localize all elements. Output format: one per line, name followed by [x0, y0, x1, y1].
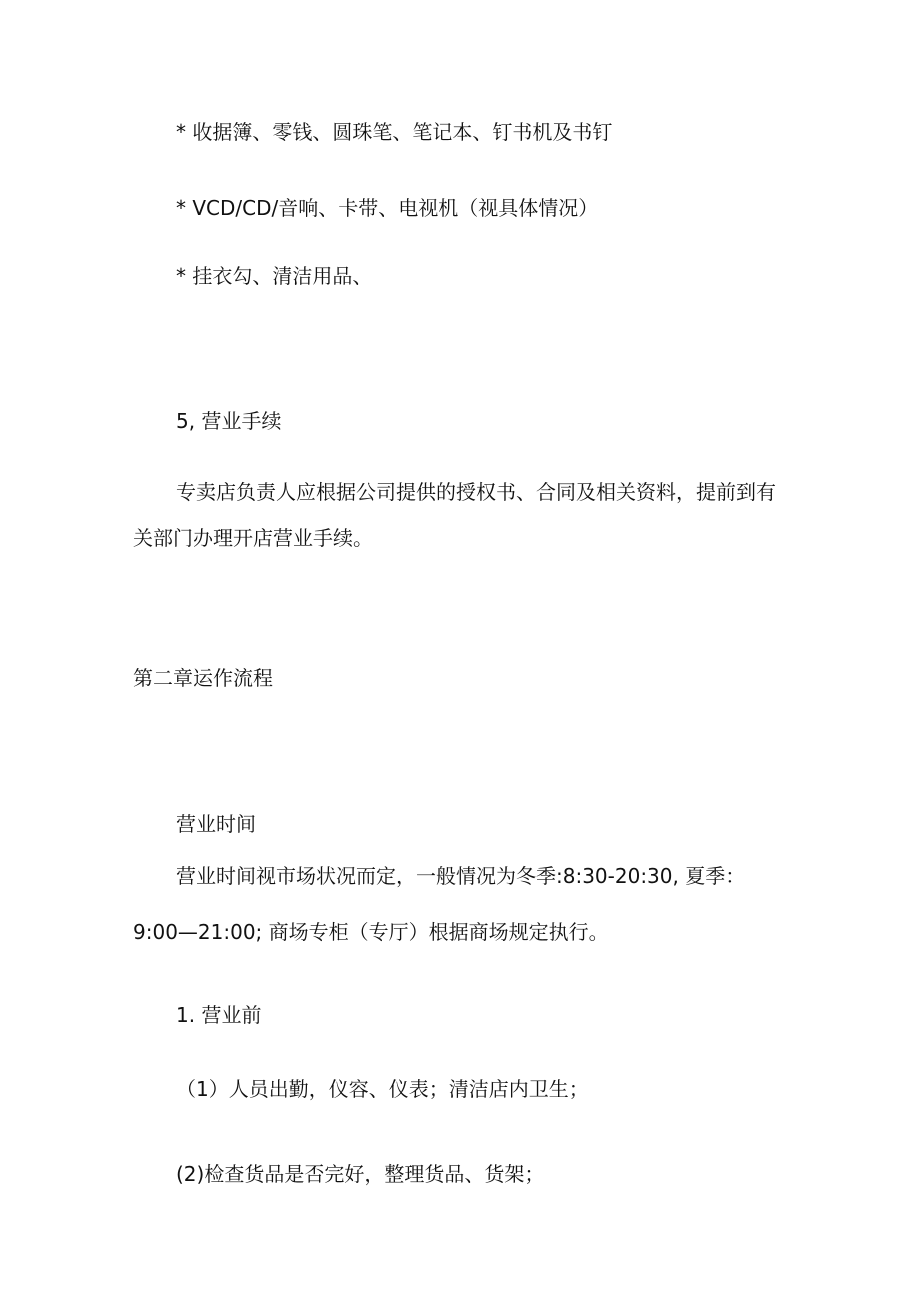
before-business-item-2: (2)检查货品是否完好，整理货品、货架； — [176, 1162, 545, 1186]
business-hours-line-1: 营业时间视市场状况而定，一般情况为冬季:8:30-20:30, 夏季： — [176, 864, 746, 888]
chapter-2-title: 第二章运作流程 — [133, 666, 273, 690]
before-business-item-1: （1）人员出勤，仪容、仪表；清洁店内卫生； — [176, 1077, 589, 1101]
section-5-heading: 5, 营业手续 — [176, 409, 282, 433]
bullet-item-3: * 挂衣勾、清洁用品、 — [176, 264, 373, 288]
bullet-item-1: * 收据簿、零钱、圆珠笔、笔记本、钉书机及书钉 — [176, 120, 613, 144]
business-hours-line-2: 9:00—21:00; 商场专柜（专厅）根据商场规定执行。 — [133, 920, 609, 944]
section-5-paragraph-line-1: 专卖店负责人应根据公司提供的授权书、合同及相关资料，提前到有 — [176, 480, 776, 504]
section-5-paragraph-line-2: 关部门办理开店营业手续。 — [133, 526, 373, 550]
before-business-heading: 1. 营业前 — [176, 1003, 262, 1027]
business-hours-heading: 营业时间 — [176, 812, 256, 836]
bullet-item-2: * VCD/CD/音响、卡带、电视机（视具体情况） — [176, 196, 599, 220]
